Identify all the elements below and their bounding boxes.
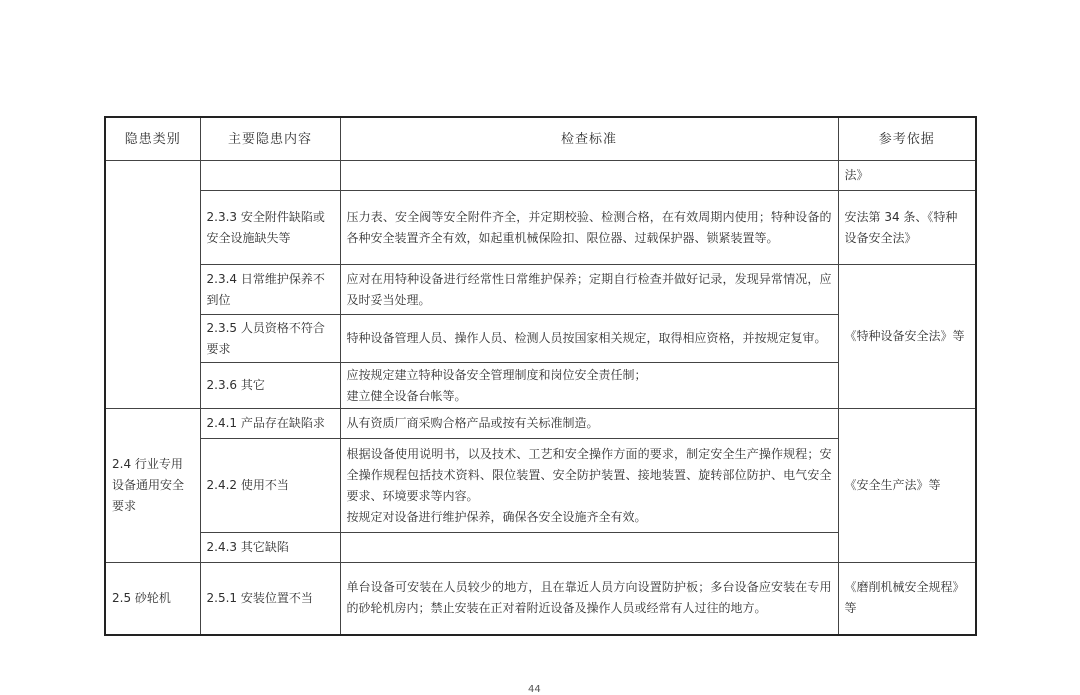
category-cell: 2.4 行业专用设备通用安全要求 [105,409,200,563]
reference-cell: 《磨削机械安全规程》等 [838,563,976,635]
content-cell: 2.3.5 人员资格不符合要求 [200,315,340,363]
standard-cell [340,363,838,409]
standard-cell [340,533,838,563]
reference-cell: 安法第 34 条、《特种设备安全法》 [838,191,976,265]
standard-cell: 特种设备管理人员、操作人员、检测人员按国家相关规定，取得相应资格，并按规定复审。 [340,315,838,363]
content-cell [200,161,340,191]
standard-line: 根据设备使用说明书，以及技术、工艺和安全操作方面的要求，制定安全生产操作规程；安全操作规程包括技术资料、限位装置、安全防护装置、接地装置、旋转部位防护、电气安全要求、环境要求等内容。 [346,446,832,503]
table-row [105,161,976,191]
reference-cell: 法》 [838,161,976,191]
reference-cell: 《安全生产法》等 [838,409,976,563]
table-header-row [105,117,976,161]
header-standard: 检查标准 [340,117,838,161]
standard-line: 建立健全设备台帐等。 [346,388,467,403]
standard-cell: 单台设备可安装在人员较少的地方，且在靠近人员方向设置防护板；多台设备应安装在专用的砂轮机房内；禁止安装在正对着附近设备及操作人员或经常有人过往的地方。 [340,563,838,635]
page-number: 44 [528,684,541,695]
table-row [105,265,976,315]
header-content: 主要隐患内容 [200,117,340,161]
standard-cell: 压力表、安全阀等安全附件齐全，并定期校验、检测合格，在有效周期内使用；特种设备的各种安全装置齐全有效，如起重机械保险扣、限位器、过载保护器、锁紧装置等。 [340,191,838,265]
table-row [105,409,976,439]
standard-cell [340,161,838,191]
header-reference: 参考依据 [838,117,976,161]
standard-cell: 应对在用特种设备进行经常性日常维护保养；定期自行检查并做好记录，发现异常情况，应及时妥当处理。 [340,265,838,315]
content-cell: 2.3.4 日常维护保养不到位 [200,265,340,315]
table-row [105,563,976,635]
standard-cell: 从有资质厂商采购合格产品或按有关标准制造。 [340,409,838,439]
category-cell-empty [105,161,200,409]
reference-cell: 《特种设备安全法》等 [838,265,976,409]
category-cell: 2.5 砂轮机 [105,563,200,635]
content-cell: 2.4.2 使用不当 [200,439,340,533]
content-cell: 2.3.3 安全附件缺陷或安全设施缺失等 [200,191,340,265]
hazard-inspection-table [104,116,977,636]
standard-line: 按规定对设备进行维护保养，确保各安全设施齐全有效。 [346,509,647,524]
standard-line: 应按规定建立特种设备安全管理制度和岗位安全责任制； [346,367,647,382]
content-cell: 2.4.3 其它缺陷 [200,533,340,563]
content-cell: 2.3.6 其它 [200,363,340,409]
content-cell: 2.5.1 安装位置不当 [200,563,340,635]
content-cell: 2.4.1 产品存在缺陷求 [200,409,340,439]
standard-cell [340,439,838,533]
header-category: 隐患类别 [105,117,200,161]
table-row [105,191,976,265]
